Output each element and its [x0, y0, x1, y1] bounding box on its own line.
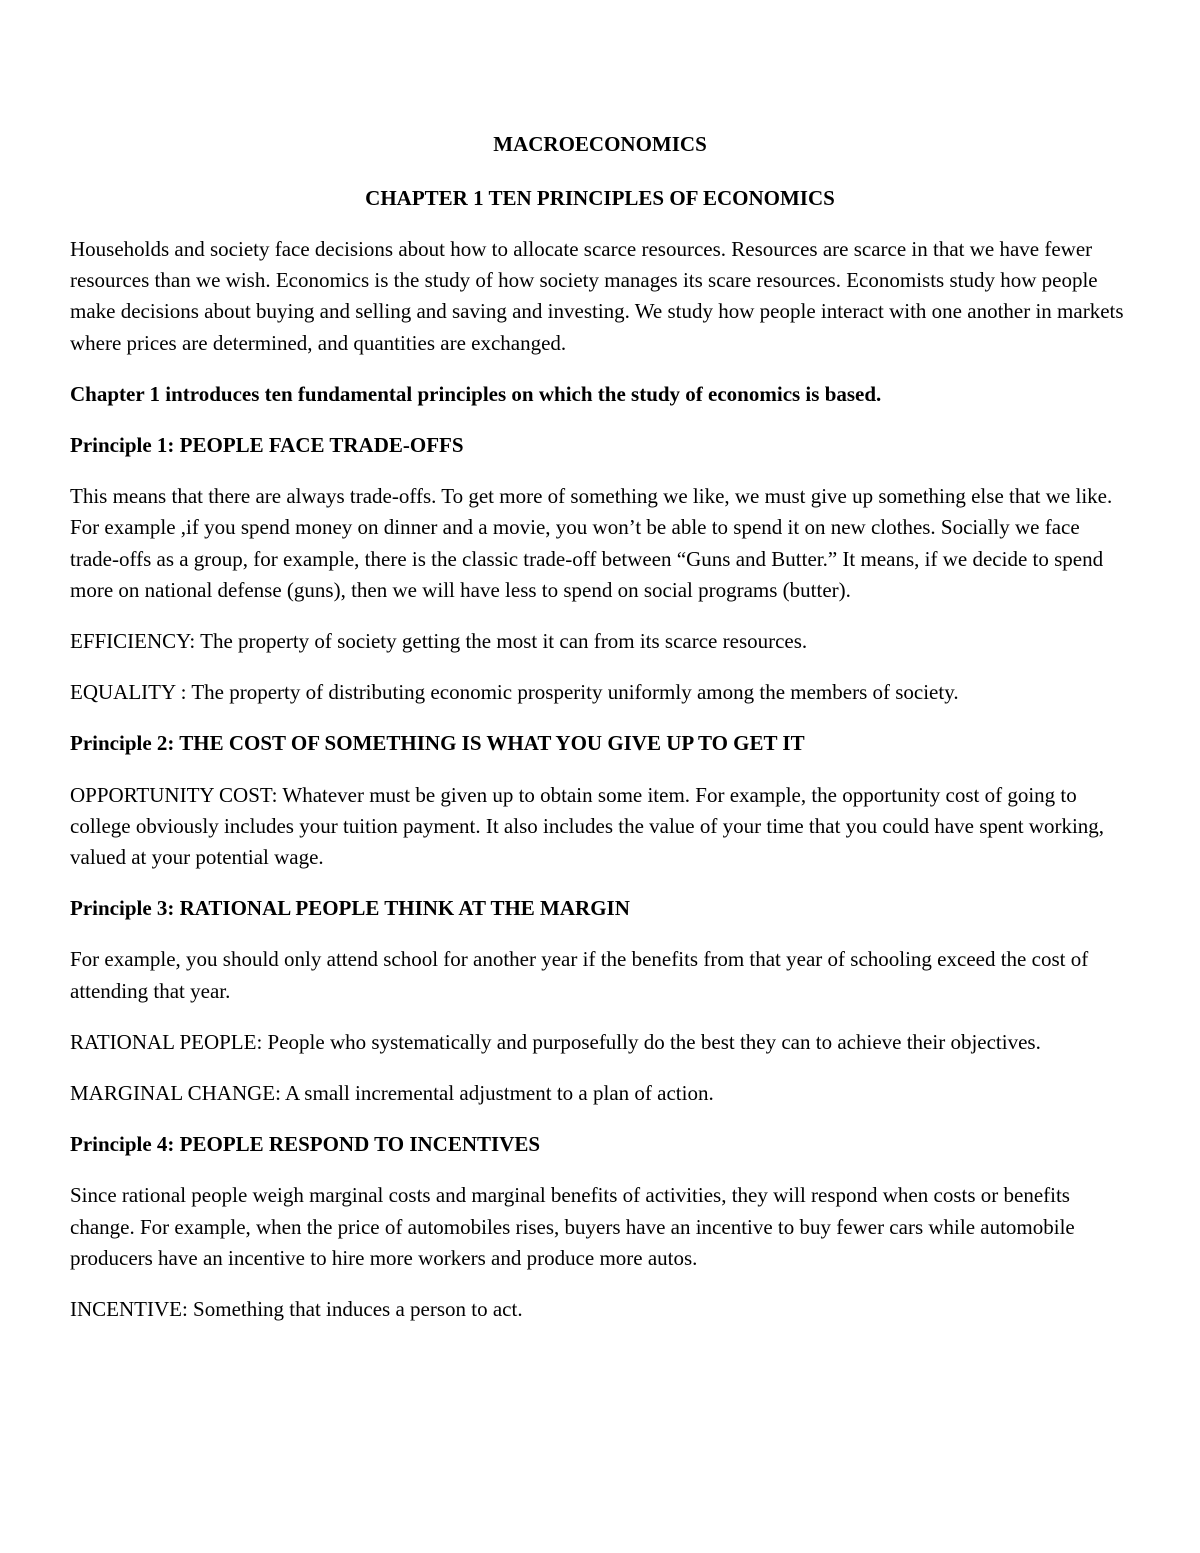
definition-marginal-change: MARGINAL CHANGE: A small incremental adjustment to a plan of action. — [70, 1081, 714, 1106]
principle-1-body: This means that there are always trade-offs. To get more of something we like, we must give up something else that we like. For example ,if you spend money on dinner and a movie, you won’t be able to spend it on new clothes. Socially we face trade-offs as a group, for example, there is the classic trade-off between “Guns and Butter.” It means, if we decide to spend more on national defense (guns), then we will have less to spend on social programs (butter). — [70, 484, 1113, 602]
principle-4-heading: Principle 4: PEOPLE RESPOND TO INCENTIVES — [70, 1132, 541, 1157]
intro-paragraph: Households and society face decisions about how to allocate scarce resources. Resources are scarce in that we have fewer resources than we wish. Economics is the study of how society manages its scare resources. Economists study how people make decisions about buying and selling and saving and investing. We study how people interact with one another in markets where prices are determined, and quantities are exchanged. — [70, 237, 1124, 355]
definition-equality: EQUALITY : The property of distributing economic prosperity uniformly among the members of society. — [70, 680, 959, 705]
document-title: MACROECONOMICS — [493, 132, 707, 156]
principle-4-body: Since rational people weigh marginal costs and marginal benefits of activities, they will respond when costs or benefits change. For example, when the price of automobiles rises, buyers have an incentive to buy fewer cars while automobile producers have an incentive to hire more workers and produce more autos. — [70, 1183, 1075, 1270]
chapter-title: CHAPTER 1 TEN PRINCIPLES OF ECONOMICS — [365, 186, 835, 210]
chapter-intro-heading: Chapter 1 introduces ten fundamental principles on which the study of economics is based. — [70, 381, 882, 406]
principle-1-heading: Principle 1: PEOPLE FACE TRADE-OFFS — [70, 433, 464, 458]
principle-3-body: For example, you should only attend school for another year if the benefits from that year of schooling exceed the cost of attending that year. — [70, 947, 1089, 1003]
definition-rational-people: RATIONAL PEOPLE: People who systematically and purposefully do the best they can to achieve their objectives. — [70, 1029, 1041, 1054]
document-page — [70, 128, 1130, 1345]
principle-3-heading: Principle 3: RATIONAL PEOPLE THINK AT THE MARGIN — [70, 896, 630, 921]
principle-2-heading: Principle 2: THE COST OF SOMETHING IS WHAT YOU GIVE UP TO GET IT — [70, 731, 805, 756]
definition-incentive: INCENTIVE: Something that induces a person to act. — [70, 1297, 523, 1322]
definition-efficiency: EFFICIENCY: The property of society getting the most it can from its scarce resources. — [70, 629, 808, 654]
definition-opportunity-cost: OPPORTUNITY COST: Whatever must be given up to obtain some item. For example, the opportunity cost of going to college obviously includes your tuition payment. It also includes the value of your time that you could have spent working, valued at your potential wage. — [70, 782, 1105, 870]
